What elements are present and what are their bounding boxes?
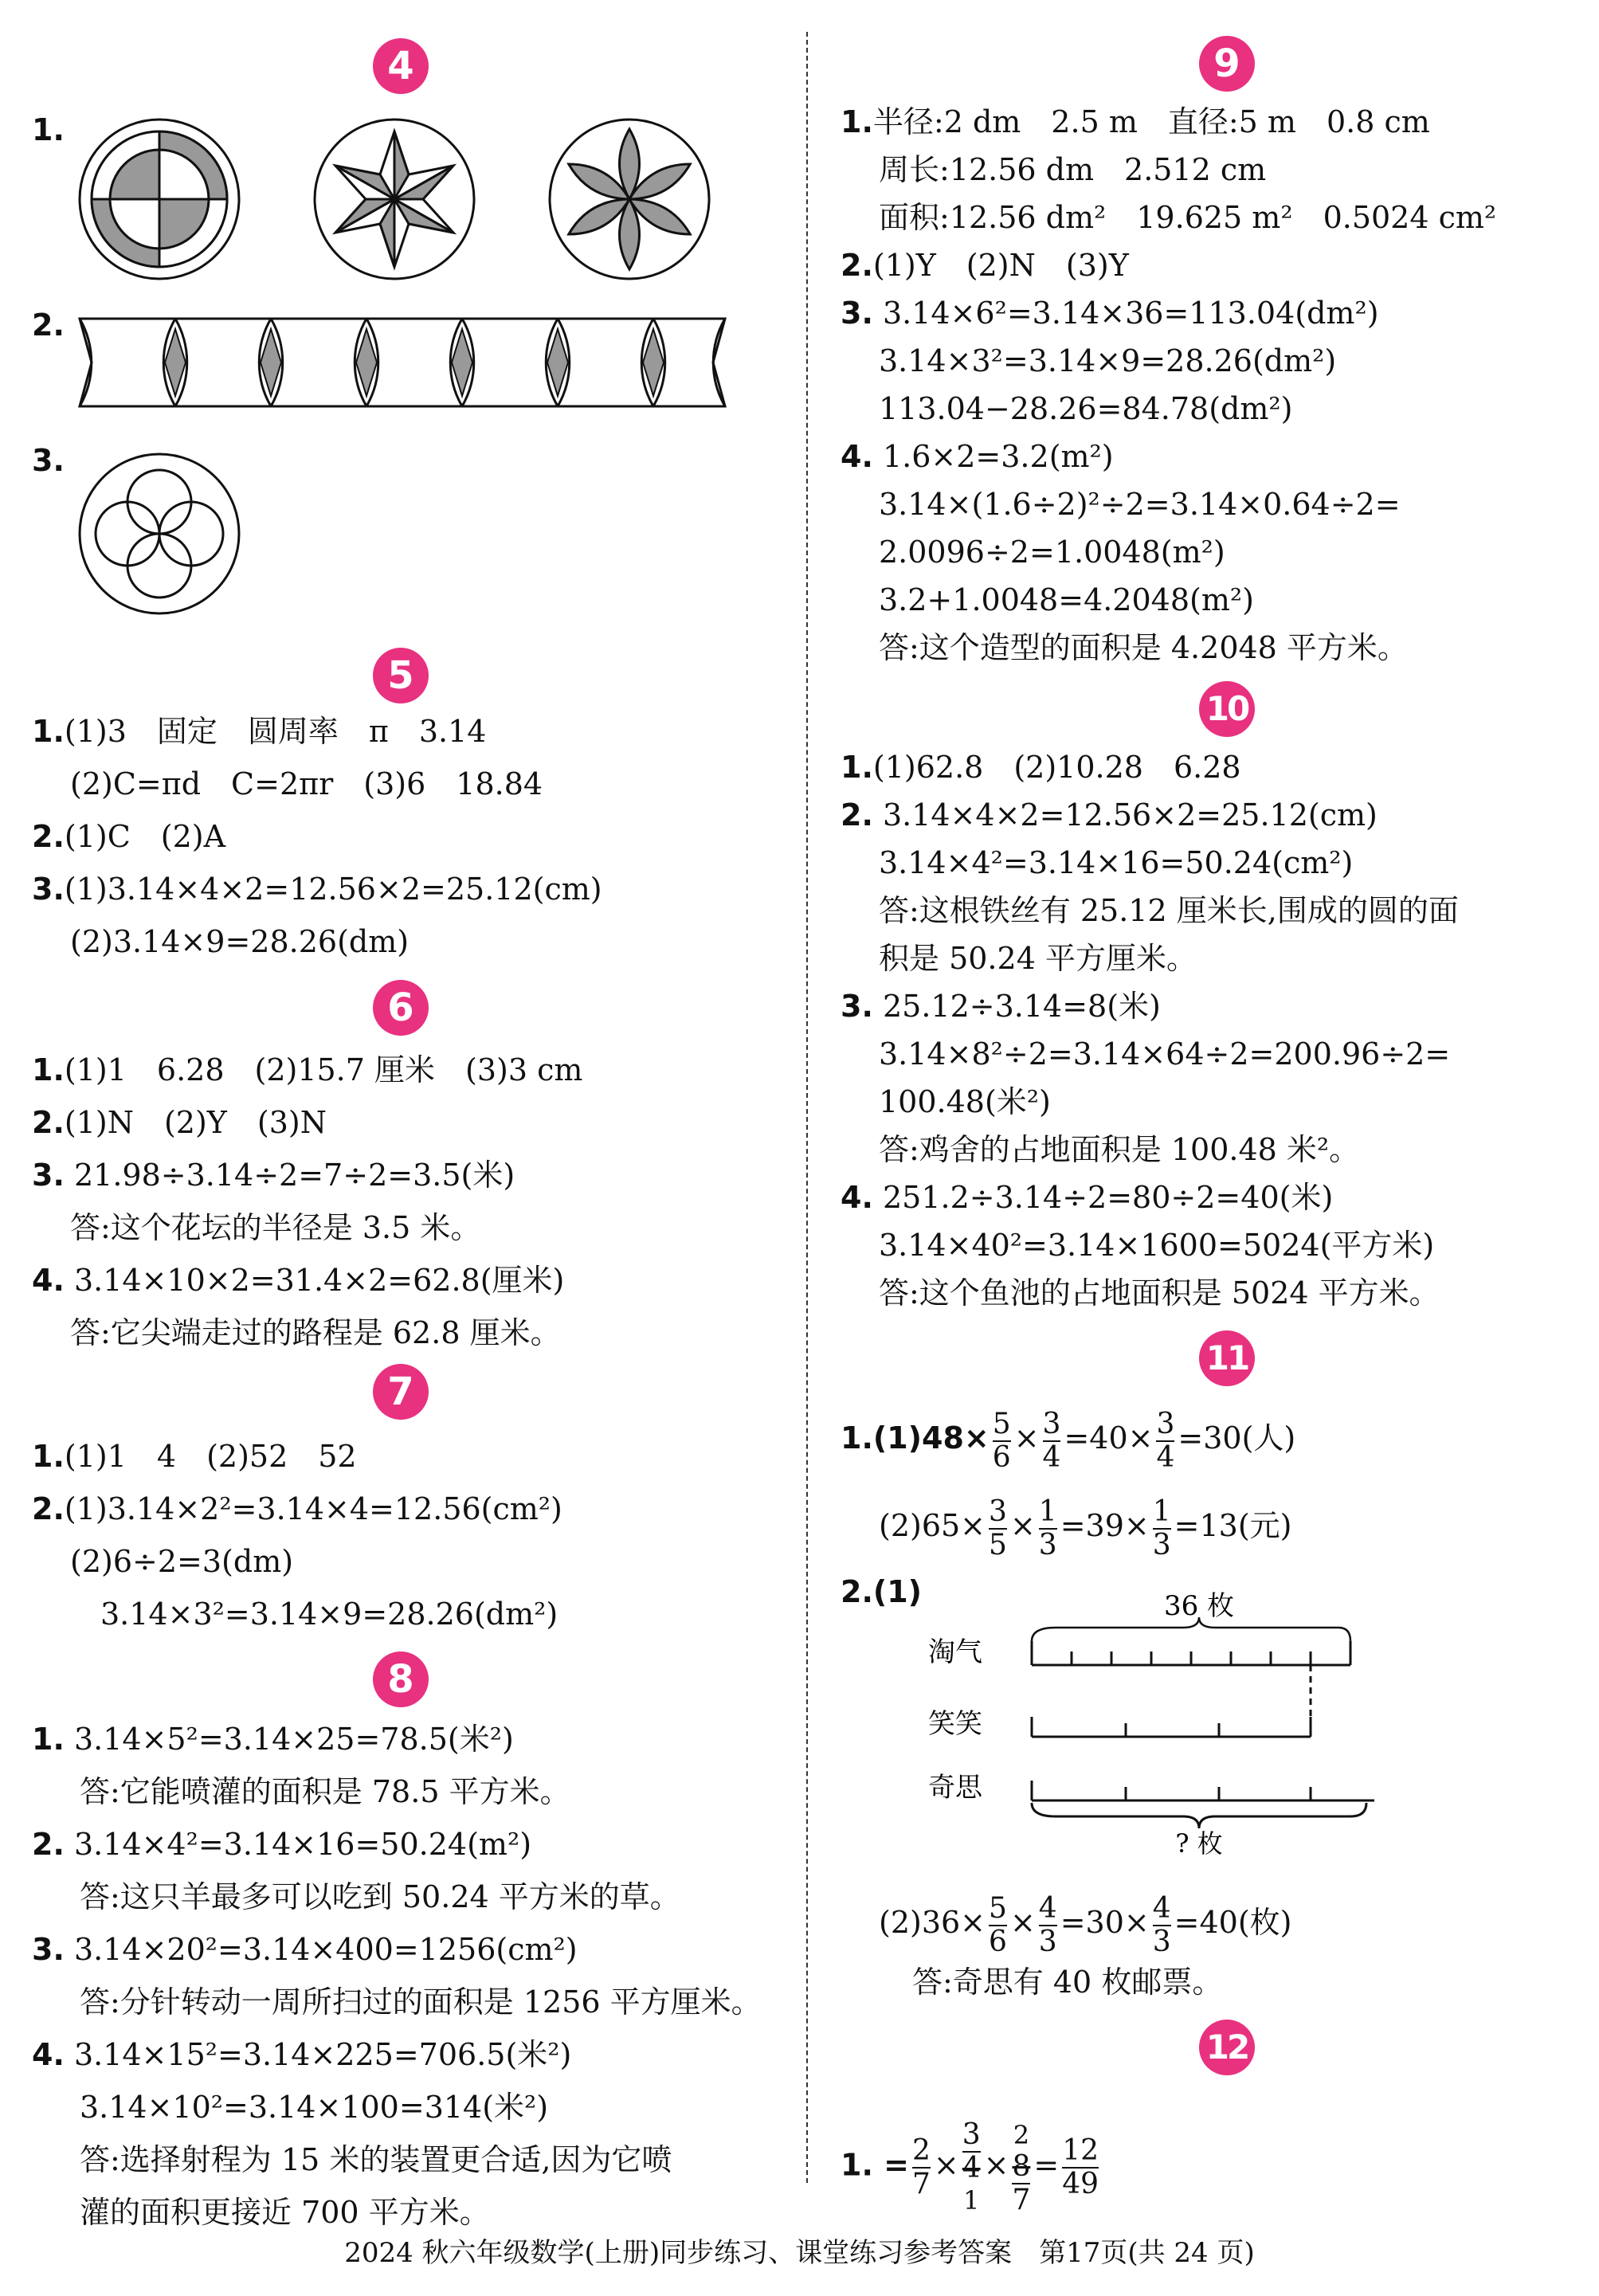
line-text: 答:选择射程为 15 米的装置更合适,因为它喷 [80, 2142, 672, 2177]
s10-line [879, 892, 1459, 929]
q-number: 4. [841, 1180, 873, 1215]
s8-line [80, 1879, 680, 1915]
q-number: 1. [841, 750, 873, 785]
s9-line [841, 438, 1114, 475]
line-text: (1)3.14×4×2=12.56×2=25.12(cm) [64, 872, 602, 907]
section-badge-11: 11 [1199, 1330, 1255, 1386]
line-text: 半径:2 dm 2.5 m 直径:5 m 0.8 cm [872, 104, 1430, 139]
s10-line [879, 940, 1197, 977]
q-number: 2. [32, 819, 65, 854]
s10-line [879, 1083, 1051, 1120]
line-text: 251.2÷3.14÷2=80÷2=40(米) [872, 1180, 1334, 1215]
line-text: 3.14×3²=3.14×9=28.26(dm²) [70, 1597, 558, 1632]
section-badge-6: 6 [373, 980, 429, 1036]
line-text: 答:分针转动一周所扫过的面积是 1256 平方厘米。 [80, 1985, 762, 2020]
diagram-unknown-label: ? 枚 [1175, 1828, 1223, 1859]
q-number: 2. [841, 797, 873, 833]
q-number: 4. [841, 439, 873, 474]
s6-line [70, 1315, 561, 1351]
line-text: 答:这个花坛的半径是 3.5 米。 [70, 1210, 481, 1245]
line-text: (2)6÷2=3(dm) [70, 1544, 294, 1579]
q-number: 3. [841, 989, 873, 1024]
s5-line [32, 713, 486, 750]
s9-line [879, 343, 1336, 379]
fraction: 3 4 1 [962, 2118, 981, 2216]
line-text: (2)C=πd C=2πr (3)6 18.84 [70, 766, 543, 801]
s8-line [32, 1826, 531, 1863]
line-text: 3.14×20²=3.14×400=1256(cm²) [64, 1932, 578, 1967]
s11-q2b: (2)36× $\frac{5}{6}$ × $\frac{4}{3}$ =30× $\frac{4}{3}$ =40(枚) [879, 1891, 1292, 1958]
line-text: 21.98÷3.14÷2=7÷2=3.5(米) [64, 1158, 515, 1193]
line-text: 3.14×4²=3.14×16=50.24(cm²) [879, 845, 1354, 880]
line-text: 3.14×40²=3.14×1600=5024(平方米) [879, 1228, 1435, 1263]
line-text: (1)3.14×2²=3.14×4=12.56(cm²) [64, 1491, 562, 1526]
line-text: 周长:12.56 dm 2.512 cm [879, 152, 1267, 187]
circle-patterns-figure [72, 116, 789, 287]
line-text: (1)1 6.28 (2)15.7 厘米 (3)3 cm [64, 1052, 583, 1087]
line-text: 答:这只羊最多可以吃到 50.24 平方米的草。 [80, 1879, 680, 1914]
q-number: 4. [32, 1263, 65, 1298]
q-number: 3. [32, 1932, 65, 1967]
q-number: 2. [32, 1491, 65, 1526]
s7-line [70, 1543, 293, 1580]
s10-line [879, 1275, 1440, 1311]
q-number: 3. [32, 872, 65, 907]
s8-line [80, 2194, 490, 2231]
s7-line [70, 1596, 558, 1632]
s8-line [80, 2089, 548, 2126]
section-badge-12: 12 [1199, 2020, 1255, 2075]
line-text: 答:这个鱼池的占地面积是 5024 平方米。 [879, 1275, 1440, 1311]
section-badge-4: 4 [373, 38, 429, 94]
s10-line [879, 1036, 1450, 1072]
line-text: 面积:12.56 dm² 19.625 m² 0.5024 cm² [879, 200, 1497, 235]
s10-line [879, 844, 1353, 881]
s10-line [841, 988, 1161, 1025]
line-text: 3.14×3²=3.14×9=28.26(dm²) [879, 343, 1337, 378]
line-text: 3.14×(1.6÷2)²÷2=3.14×0.64÷2= [879, 487, 1401, 522]
section-badge-5: 5 [373, 648, 429, 703]
line-text: 1.6×2=3.2(m²) [872, 439, 1114, 474]
line-text: 3.14×8²÷2=3.14×64÷2=200.96÷2= [879, 1036, 1451, 1072]
s8-line [32, 1721, 514, 1757]
line-text: (1)1 4 (2)52 52 [64, 1439, 357, 1474]
line-text: 2.0096÷2=1.0048(m²) [879, 535, 1225, 570]
four-circle-pattern [76, 450, 243, 617]
column-divider [806, 32, 808, 2183]
line-text: 3.14×5²=3.14×25=78.5(米²) [64, 1722, 514, 1757]
stamp-bar-diagram [928, 1581, 1374, 1860]
line-text: 答:它尖端走过的路程是 62.8 厘米。 [70, 1315, 561, 1350]
line-text: 3.14×4×2=12.56×2=25.12(cm) [872, 797, 1378, 833]
line-text: 3.14×10²=3.14×100=314(米²) [80, 2090, 549, 2125]
s8-line [32, 2036, 571, 2073]
line-text: (1)Y (2)N (3)Y [872, 248, 1129, 283]
fraction: $\frac{12}{49}$ [1062, 2134, 1099, 2200]
s5-line [32, 818, 225, 855]
s9-line [879, 151, 1266, 188]
diagram-row1-label: 淘气 [928, 1636, 982, 1668]
line-text: 答:这根铁丝有 25.12 厘米长,围成的圆的面 [879, 893, 1459, 928]
line-text: 积是 50.24 平方厘米。 [879, 941, 1197, 976]
s11-q2-label: 2.(1) [841, 1574, 923, 1609]
s11-q1b: (2)65× $\frac{3}{5}$ × $\frac{1}{3}$ =39× $\frac{1}{3}$ =13(元) [879, 1495, 1292, 1561]
fraction: 2 8 7 [1012, 2120, 1031, 2216]
q-number: 3. [32, 1158, 65, 1193]
s9-line [879, 582, 1254, 618]
fraction: $\frac{1}{3}$ [1152, 1495, 1171, 1561]
s9-line [879, 199, 1496, 236]
s8-line [80, 2141, 672, 2178]
s9-line [879, 629, 1408, 666]
section-badge-10: 10 [1199, 681, 1255, 737]
q-number: 3. [32, 443, 65, 478]
s6-line [32, 1104, 327, 1141]
s7-line [32, 1491, 562, 1527]
line-text: 答:它能喷灌的面积是 78.5 平方米。 [80, 1774, 570, 1809]
q-number: 1. [32, 1722, 65, 1757]
s10-line [841, 749, 1241, 786]
s6-line [32, 1262, 564, 1299]
s10-line [841, 1179, 1333, 1216]
section-badge-8: 8 [373, 1651, 429, 1707]
line-text: 答:这个造型的面积是 4.2048 平方米。 [879, 630, 1408, 665]
s11-q1a: 1.(1)48× $\frac{5}{6}$ × $\frac{3}{4}$ =40× $\frac{3}{4}$ =30(人) [841, 1407, 1296, 1474]
line-text: 灌的面积更接近 700 平方米。 [80, 2195, 490, 2230]
q-number: 2. [32, 1827, 65, 1862]
diagram-row3-label: 奇思 [928, 1772, 982, 1804]
line-text: 3.14×6²=3.14×36=113.04(dm²) [872, 296, 1379, 331]
q-number: 1. [32, 1439, 65, 1474]
q-number: 1. [32, 1052, 65, 1087]
q-number: 2. [32, 308, 65, 343]
s6-line [32, 1052, 582, 1088]
line-text: 113.04−28.26=84.78(dm²) [879, 391, 1293, 426]
s5-line [70, 923, 409, 960]
section-badge-7: 7 [373, 1364, 429, 1420]
line-text: 3.2+1.0048=4.2048(m²) [879, 582, 1254, 617]
diagram-total-label: 36 枚 [1163, 1590, 1235, 1622]
line-text: (1)N (2)Y (3)N [64, 1105, 327, 1140]
s9-line [879, 534, 1225, 570]
line-text: 3.14×4²=3.14×16=50.24(m²) [64, 1827, 532, 1862]
fraction: $\frac{3}{4}$ [1156, 1407, 1175, 1474]
s10-line [879, 1131, 1359, 1168]
fraction: $\frac{2}{7}$ [911, 2134, 931, 2200]
arc-border-pattern [72, 315, 733, 410]
line-text: (2)3.14×9=28.26(dm) [70, 924, 410, 959]
q-number: 3. [841, 296, 873, 331]
section-badge-9: 9 [1199, 36, 1255, 92]
s10-line [841, 797, 1378, 833]
fraction: $\frac{4}{3}$ [1152, 1891, 1171, 1958]
s8-line [32, 1931, 578, 1968]
s8-line [80, 1984, 762, 2020]
q-number: 2. [32, 1105, 65, 1140]
line-text: 3.14×15²=3.14×225=706.5(米²) [64, 2037, 572, 2072]
s6-line [70, 1209, 480, 1246]
fraction: $\frac{4}{3}$ [1038, 1891, 1057, 1958]
fraction: $\frac{5}{6}$ [992, 1407, 1011, 1474]
s9-line [879, 390, 1292, 427]
line-text: 25.12÷3.14=8(米) [872, 989, 1161, 1024]
fraction: $\frac{3}{4}$ [1042, 1407, 1061, 1474]
s6-line [32, 1157, 515, 1193]
q-number: 1. [32, 112, 65, 147]
diagram-row2-label: 笑笑 [928, 1708, 982, 1740]
line-text: (1)3 固定 圆周率 π 3.14 [64, 714, 487, 749]
s5-line [32, 871, 602, 907]
line-text: (1)C (2)A [64, 819, 226, 854]
s11-q2-answer: 答:奇思有 40 枚邮票。 [912, 1965, 1223, 2000]
s12-q1: 1. = $\frac{2}{7}$ × 3 4 1 × 2 8 7 = $\frac{12}{49}$ [841, 2118, 1099, 2216]
s8-line [80, 1773, 570, 1810]
q-number: 1. [32, 714, 65, 749]
s5-line [70, 766, 543, 802]
s9-line [841, 295, 1379, 331]
s9-line [879, 486, 1401, 523]
q-number: 1. [841, 104, 873, 139]
page-footer: 2024 秋六年级数学(上册)同步练习、课堂练习参考答案 第17页(共 24 页) [344, 2237, 1255, 2269]
fraction: $\frac{3}{5}$ [989, 1495, 1007, 1561]
line-text: 100.48(米²) [879, 1084, 1051, 1119]
fraction: $\frac{1}{3}$ [1038, 1495, 1057, 1561]
q-number: 2. [841, 248, 873, 283]
s9-line [841, 104, 1430, 140]
s10-line [879, 1227, 1434, 1264]
line-text: 答:鸡舍的占地面积是 100.48 米²。 [879, 1132, 1360, 1167]
s7-line [32, 1438, 357, 1475]
line-text: 3.14×10×2=31.4×2=62.8(厘米) [64, 1263, 565, 1298]
q-number: 4. [32, 2037, 65, 2072]
fraction: $\frac{5}{6}$ [989, 1891, 1007, 1958]
s9-line [841, 247, 1129, 284]
line-text: (1)62.8 (2)10.28 6.28 [872, 750, 1241, 785]
